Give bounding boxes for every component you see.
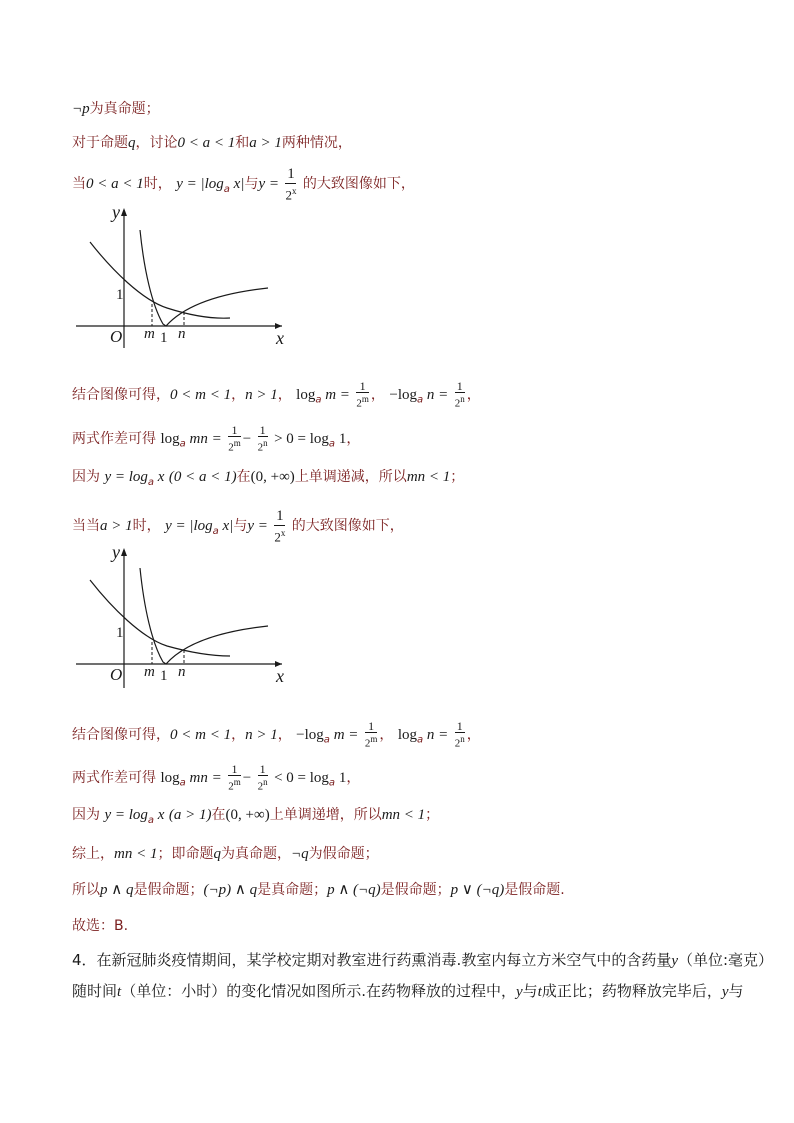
line-case1-difference: 两式作差可得 $\log_a$ mn = $\frac{1}{2^m}$ − $\frac{1}{2^n}$ > $0 = \log_a 1$， bbox=[72, 423, 361, 454]
fraction: $\frac{1}{2^m}$ bbox=[364, 719, 378, 750]
svg-text:1: 1 bbox=[160, 668, 168, 684]
curve-exponential bbox=[90, 242, 230, 318]
fraction: $\frac{1}{2^n}$ bbox=[454, 379, 465, 410]
line-case2-intro: 当当a > 1时， $y = |\log_a$ x|与y = $\frac{1}{2^x}$ 的大致图像如下， bbox=[72, 508, 404, 545]
y-axis-arrow bbox=[121, 548, 127, 556]
svg-text:x: x bbox=[276, 328, 284, 348]
line-compound-propositions: 所以p ∧ q是假命题；(¬p) ∧ q是真命题；p ∧ (¬q)是假命题；p ∨ (¬q)是假命题. bbox=[72, 882, 565, 898]
curve-abs-log bbox=[140, 230, 268, 326]
svg-text:n: n bbox=[178, 326, 186, 342]
fraction: $\frac{1}{2^n}$ bbox=[257, 762, 268, 793]
question-4-line1: 4．在新冠肺炎疫情期间，某学校定期对教室进行药熏消毒.教室内每立方米空气中的含药量y（单位:毫克） bbox=[72, 951, 774, 969]
curve-abs-log bbox=[140, 568, 268, 664]
y-axis-arrow bbox=[121, 208, 127, 216]
graph-case2 bbox=[72, 540, 302, 690]
svg-text:x: x bbox=[276, 666, 284, 686]
line-answer: 故选：B. bbox=[72, 918, 129, 934]
line-case2-difference: 两式作差可得 $\log_a$ mn = $\frac{1}{2^m}$ − $\frac{1}{2^n}$ < $0 = \log_a 1$， bbox=[72, 762, 361, 793]
line-case1-result: 结合图像可得，0 < m < 1，n > 1， $\log_a m$ = $\frac{1}{2^m}$ ， $-\log_a$ n = $\frac{1}{2^n}$ ， bbox=[72, 379, 481, 410]
svg-text:y: y bbox=[112, 202, 120, 222]
fraction: $\frac{1}{2^n}$ bbox=[257, 423, 268, 454]
line-case2-monotonic: 因为 $y = \log_a x$ (a > 1)在(0, +∞)上单调递增，所以mn < 1； bbox=[72, 807, 440, 826]
svg-text:m: m bbox=[144, 326, 155, 342]
question-4-line2: 随时间t（单位：小时）的变化情况如图所示.在药物释放的过程中，y与t成正比；药物释放完毕后，y与 bbox=[72, 982, 744, 1000]
svg-text:O: O bbox=[110, 327, 123, 346]
svg-text:1: 1 bbox=[160, 330, 168, 346]
svg-text:n: n bbox=[178, 664, 186, 680]
svg-text:1: 1 bbox=[116, 287, 124, 303]
line-case1-monotonic: 因为 $y = \log_a x$ (0 < a < 1)在(0, +∞)上单调递减，所以mn < 1； bbox=[72, 469, 465, 488]
svg-text:m: m bbox=[144, 664, 155, 680]
fraction: $\frac{1}{2^m}$ bbox=[228, 423, 241, 454]
line-not-p-true: ¬p为真命题； bbox=[72, 101, 160, 117]
line-conclusion: 综上，mn < 1；即命题q为真命题，¬q为假命题； bbox=[72, 846, 379, 862]
line-case2-result: 结合图像可得，0 < m < 1，n > 1， $-\log_a$ m = $\frac{1}{2^m}$ ， $\log_a n$ = $\frac{1}{2^n}$ ， bbox=[72, 719, 481, 750]
svg-text:1: 1 bbox=[116, 625, 124, 641]
svg-text:O: O bbox=[110, 665, 123, 684]
line-discuss-cases: 对于命题q，讨论0 < a < 1和a > 1两种情况， bbox=[72, 135, 352, 151]
fraction: $\frac{1}{2^n}$ bbox=[454, 719, 465, 750]
line-case1-intro: 当0 < a < 1时， $y = |\log_a$ x|与y = $\frac{1}{2^x}$ 的大致图像如下， bbox=[72, 166, 415, 203]
fraction: $\frac{1}{2^m}$ bbox=[228, 762, 241, 793]
svg-text:y: y bbox=[112, 542, 120, 562]
curve-exponential bbox=[90, 580, 230, 656]
graph-case1 bbox=[72, 200, 302, 350]
fraction: $\frac{1}{2^x}$ bbox=[274, 508, 286, 545]
fraction: $\frac{1}{2^m}$ bbox=[356, 379, 369, 410]
fraction: $\frac{1}{2^x}$ bbox=[285, 166, 297, 203]
